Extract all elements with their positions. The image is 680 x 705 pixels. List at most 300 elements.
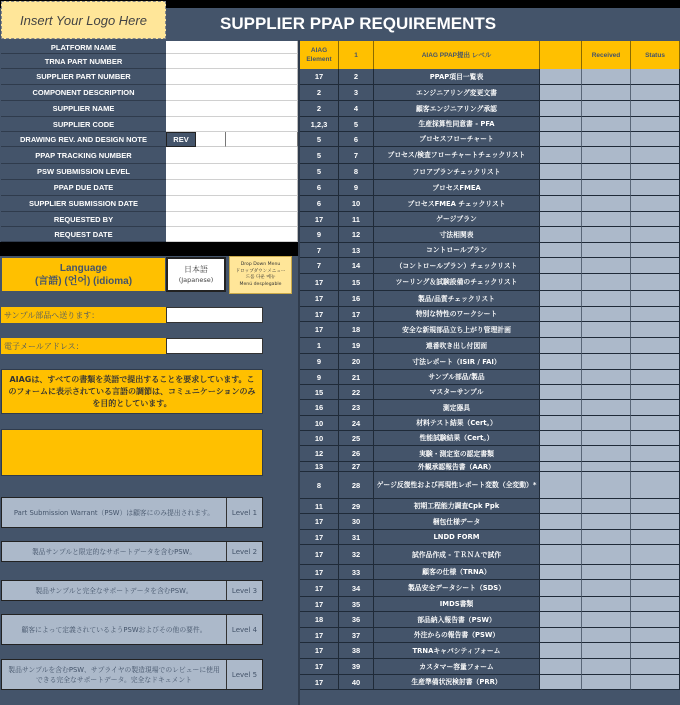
- form-input[interactable]: [166, 41, 298, 54]
- blank-input-cell[interactable]: [540, 354, 582, 370]
- rev-label: REV: [166, 132, 196, 147]
- status-input-cell[interactable]: [631, 69, 680, 85]
- item-number-cell: 29: [339, 499, 374, 514]
- status-input-cell[interactable]: [631, 307, 680, 322]
- table-row: [300, 659, 680, 675]
- blank-input-cell[interactable]: [540, 545, 582, 565]
- blank-input-cell[interactable]: [540, 446, 582, 462]
- received-input-cell[interactable]: [582, 274, 631, 291]
- aiag-element-cell: 9: [300, 354, 339, 370]
- received-input-cell[interactable]: [582, 675, 631, 690]
- blank-input-cell[interactable]: [540, 322, 582, 338]
- blank-input-cell[interactable]: [540, 580, 582, 597]
- status-input-cell[interactable]: [631, 462, 680, 472]
- psw-level-5: [1, 659, 263, 690]
- table-row: [300, 472, 680, 499]
- status-input-cell[interactable]: [631, 580, 680, 597]
- blank-input-cell[interactable]: [540, 675, 582, 690]
- status-input-cell[interactable]: [631, 227, 680, 243]
- psw-level-4: [1, 614, 263, 645]
- aiag-element-cell: 17: [300, 514, 339, 530]
- table-row: [300, 385, 680, 400]
- status-input-cell[interactable]: [631, 472, 680, 499]
- item-number-cell: 37: [339, 628, 374, 643]
- received-input-cell[interactable]: [582, 612, 631, 628]
- item-name-cell: （コントロールプラン）チェックリスト: [374, 258, 540, 274]
- table-row: [300, 101, 680, 117]
- received-input-cell[interactable]: [582, 416, 631, 431]
- blank-input-cell[interactable]: [540, 274, 582, 291]
- aiag-element-cell: 5: [300, 132, 339, 147]
- status-input-cell[interactable]: [631, 431, 680, 446]
- psw-level-3: [1, 580, 263, 601]
- language-label-line2: (言語) (언어) (idioma): [34, 275, 133, 287]
- psw-level-description: 製品サンプルと完全なサポートデータを含むPSW。: [2, 581, 227, 600]
- item-number-cell: 34: [339, 580, 374, 597]
- aiag-element-cell: 7: [300, 243, 339, 258]
- received-input-cell[interactable]: [582, 180, 631, 196]
- blank-input-cell[interactable]: [540, 212, 582, 227]
- blank-input-cell[interactable]: [540, 164, 582, 180]
- item-number-cell: 7: [339, 147, 374, 164]
- received-input-cell[interactable]: [582, 446, 631, 462]
- aiag-element-cell: 17: [300, 212, 339, 227]
- aiag-element-cell: 17: [300, 291, 339, 307]
- item-name-cell: ツーリング＆試験設備のチェックリスト: [374, 274, 540, 291]
- status-input-cell[interactable]: [631, 147, 680, 164]
- table-row: [300, 85, 680, 101]
- item-number-cell: 25: [339, 431, 374, 446]
- status-input-cell[interactable]: [631, 597, 680, 612]
- aiag-element-cell: 13: [300, 462, 339, 472]
- form-input[interactable]: [166, 54, 298, 69]
- dropdown-note-en: Drop Down Menu: [240, 262, 281, 267]
- blank-input-cell[interactable]: [540, 597, 582, 612]
- form-input[interactable]: [166, 117, 298, 132]
- status-input-cell[interactable]: [631, 117, 680, 132]
- status-input-cell[interactable]: [631, 291, 680, 307]
- item-name-cell: 外観承認報告書（AAR）: [374, 462, 540, 472]
- status-input-cell[interactable]: [631, 196, 680, 212]
- language-label-line1: Language: [59, 262, 108, 274]
- aiag-element-cell: 17: [300, 643, 339, 659]
- psw-level-label: Level 4: [231, 625, 258, 634]
- status-input-cell[interactable]: [631, 258, 680, 274]
- status-input-cell[interactable]: [631, 400, 680, 416]
- aiag-element-cell: 18: [300, 612, 339, 628]
- blank-input-cell[interactable]: [540, 612, 582, 628]
- blank-input-cell[interactable]: [540, 370, 582, 385]
- form-input[interactable]: [166, 101, 298, 117]
- item-name-cell: PPAP項目一覧表: [374, 69, 540, 85]
- table-row: [300, 400, 680, 416]
- blank-input-cell[interactable]: [540, 385, 582, 400]
- received-input-cell[interactable]: [582, 472, 631, 499]
- item-name-cell: 生産採算性同意書 - PFA: [374, 117, 540, 132]
- aiag-element-cell: 6: [300, 180, 339, 196]
- table-row: [300, 643, 680, 659]
- form-label: SUPPLIER CODE: [1, 117, 166, 132]
- aiag-element-cell: 10: [300, 416, 339, 431]
- header-blank: [540, 41, 582, 69]
- table-row: [300, 212, 680, 227]
- item-name-cell: LNDD FORM: [374, 530, 540, 545]
- section-divider: [0, 242, 298, 256]
- dropdown-note-ja: ドロップダウンメニュー: [235, 268, 286, 274]
- item-number-cell: 22: [339, 385, 374, 400]
- form-label: PLATFORM NAME: [1, 41, 166, 54]
- sample-ship-input[interactable]: [166, 307, 263, 323]
- aiag-element-cell: 17: [300, 530, 339, 545]
- received-input-cell[interactable]: [582, 307, 631, 322]
- item-name-cell: プロセス/検査フローチャートチェックリスト: [374, 147, 540, 164]
- psw-level-label: Level 1: [231, 508, 258, 517]
- email-input[interactable]: [166, 338, 263, 354]
- status-input-cell[interactable]: [631, 322, 680, 338]
- item-name-cell: エンジニアリング変更文書: [374, 85, 540, 101]
- item-name-cell: カスタマー容量フォーム: [374, 659, 540, 675]
- aiag-element-cell: 6: [300, 196, 339, 212]
- table-row: [300, 338, 680, 354]
- psw-level-1: [1, 497, 263, 528]
- table-row: [300, 274, 680, 291]
- status-input-cell[interactable]: [631, 274, 680, 291]
- item-number-cell: 39: [339, 659, 374, 675]
- blank-input-cell[interactable]: [540, 117, 582, 132]
- item-name-cell: プロセスフローチャート: [374, 132, 540, 147]
- received-input-cell[interactable]: [582, 565, 631, 580]
- status-input-cell[interactable]: [631, 446, 680, 462]
- status-input-cell[interactable]: [631, 416, 680, 431]
- aiag-element-cell: 1: [300, 338, 339, 354]
- aiag-element-cell: 7: [300, 258, 339, 274]
- received-input-cell[interactable]: [582, 597, 631, 612]
- aiag-element-cell: 17: [300, 69, 339, 85]
- table-row: [300, 243, 680, 258]
- status-input-cell[interactable]: [631, 243, 680, 258]
- status-input-cell[interactable]: [631, 212, 680, 227]
- header-received: Received: [582, 41, 631, 69]
- header-level: 1: [339, 41, 374, 69]
- item-name-cell: サンプル部品/製品: [374, 370, 540, 385]
- table-row: [300, 612, 680, 628]
- form-label: TRNA PART NUMBER: [1, 54, 166, 69]
- item-number-cell: 9: [339, 180, 374, 196]
- email-label: 電子メールアドレス：: [1, 338, 166, 354]
- aiag-element-cell: 12: [300, 446, 339, 462]
- item-number-cell: 16: [339, 291, 374, 307]
- language-label: [1, 257, 166, 292]
- blank-input-cell[interactable]: [540, 196, 582, 212]
- received-input-cell[interactable]: [582, 69, 631, 85]
- received-input-cell[interactable]: [582, 530, 631, 545]
- blank-input-cell[interactable]: [540, 85, 582, 101]
- item-name-cell: 梱包仕様データ: [374, 514, 540, 530]
- item-name-cell: 寸法相関表: [374, 227, 540, 243]
- form-input[interactable]: [166, 196, 298, 212]
- status-input-cell[interactable]: [631, 514, 680, 530]
- table-row: [300, 180, 680, 196]
- item-name-cell: 製品/品質チェックリスト: [374, 291, 540, 307]
- rev-input[interactable]: [196, 132, 226, 147]
- table-row: [300, 307, 680, 322]
- psw-level-label: Level 5: [231, 670, 258, 679]
- received-input-cell[interactable]: [582, 545, 631, 565]
- aiag-element-cell: 17: [300, 545, 339, 565]
- aiag-element-cell: 17: [300, 675, 339, 690]
- item-name-cell: 部品納入報告書（PSW）: [374, 612, 540, 628]
- form-input[interactable]: [166, 85, 298, 101]
- received-input-cell[interactable]: [582, 227, 631, 243]
- status-input-cell[interactable]: [631, 85, 680, 101]
- aiag-element-cell: 16: [300, 400, 339, 416]
- blank-input-cell[interactable]: [540, 400, 582, 416]
- table-row: [300, 370, 680, 385]
- received-input-cell[interactable]: [582, 258, 631, 274]
- form-input[interactable]: [166, 164, 298, 180]
- item-name-cell: 顧客の仕様（TRNA）: [374, 565, 540, 580]
- item-name-cell: 外注からの報告書（PSW）: [374, 628, 540, 643]
- table-row: [300, 117, 680, 132]
- item-number-cell: 2: [339, 69, 374, 85]
- received-input-cell[interactable]: [582, 147, 631, 164]
- item-name-cell: TRNAキャパシティフォーム: [374, 643, 540, 659]
- psw-level-label: Level 3: [231, 586, 258, 595]
- dropdown-note-ko: 드롭 다운 메뉴: [245, 275, 276, 280]
- item-name-cell: 実験・測定室の認定書類: [374, 446, 540, 462]
- item-name-cell: 生産準備状況検討書（PRR）: [374, 675, 540, 690]
- received-input-cell[interactable]: [582, 431, 631, 446]
- logo-placeholder[interactable]: Insert Your Logo Here: [1, 1, 166, 39]
- language-select[interactable]: [166, 257, 226, 292]
- status-input-cell[interactable]: [631, 180, 680, 196]
- design-note-input[interactable]: [226, 132, 298, 147]
- aiag-element-cell: 1,2,3: [300, 117, 339, 132]
- received-input-cell[interactable]: [582, 164, 631, 180]
- dropdown-note-es: Menú desplegable: [239, 281, 282, 287]
- psw-level-description: 製品サンプルと限定的なサポートデータを含むPSW。: [2, 542, 227, 561]
- aiag-element-cell: 9: [300, 370, 339, 385]
- item-number-cell: 20: [339, 354, 374, 370]
- blank-input-cell[interactable]: [540, 258, 582, 274]
- blank-input-cell[interactable]: [540, 69, 582, 85]
- form-label: REQUESTED BY: [1, 212, 166, 227]
- language-selected-sub: (Japanese): [178, 275, 214, 284]
- blank-input-cell[interactable]: [540, 227, 582, 243]
- aiag-element-cell: 17: [300, 307, 339, 322]
- item-number-cell: 3: [339, 85, 374, 101]
- aiag-element-cell: 5: [300, 147, 339, 164]
- status-input-cell[interactable]: [631, 370, 680, 385]
- status-input-cell[interactable]: [631, 338, 680, 354]
- blank-input-cell[interactable]: [540, 243, 582, 258]
- received-input-cell[interactable]: [582, 462, 631, 472]
- item-name-cell: 顧客エンジニアリング承認: [374, 101, 540, 117]
- status-input-cell[interactable]: [631, 354, 680, 370]
- item-number-cell: 14: [339, 258, 374, 274]
- aiag-element-cell: 2: [300, 85, 339, 101]
- psw-level-label: Level 2: [231, 547, 258, 556]
- received-input-cell[interactable]: [582, 101, 631, 117]
- blank-input-cell[interactable]: [540, 291, 582, 307]
- table-row: [300, 147, 680, 164]
- received-input-cell[interactable]: [582, 354, 631, 370]
- table-row: [300, 416, 680, 431]
- table-row: [300, 164, 680, 180]
- item-number-cell: 18: [339, 322, 374, 338]
- item-name-cell: 寸法レポート（ISIR / FAI）: [374, 354, 540, 370]
- received-input-cell[interactable]: [582, 659, 631, 675]
- status-input-cell[interactable]: [631, 132, 680, 147]
- item-number-cell: 36: [339, 612, 374, 628]
- psw-level-description: Part Submission Warrant（PSW）は顧客にのみ提出されます。: [2, 498, 227, 527]
- table-row: [300, 69, 680, 85]
- blank-input-cell[interactable]: [540, 628, 582, 643]
- received-input-cell[interactable]: [582, 132, 631, 147]
- aiag-element-cell: 17: [300, 322, 339, 338]
- aiag-element-cell: 5: [300, 164, 339, 180]
- received-input-cell[interactable]: [582, 643, 631, 659]
- received-input-cell[interactable]: [582, 370, 631, 385]
- item-number-cell: 23: [339, 400, 374, 416]
- blank-input-cell[interactable]: [540, 514, 582, 530]
- item-number-cell: 19: [339, 338, 374, 354]
- table-row: [300, 675, 680, 690]
- form-label: DRAWING REV. AND DESIGN NOTE: [1, 132, 166, 147]
- blank-input-cell[interactable]: [540, 472, 582, 499]
- form-input[interactable]: [166, 212, 298, 227]
- blank-input-cell[interactable]: [540, 462, 582, 472]
- form-input[interactable]: [166, 147, 298, 164]
- blank-input-cell[interactable]: [540, 180, 582, 196]
- received-input-cell[interactable]: [582, 385, 631, 400]
- item-number-cell: 38: [339, 643, 374, 659]
- item-name-cell: 材料テスト結果（Cert。）: [374, 416, 540, 431]
- received-input-cell[interactable]: [582, 196, 631, 212]
- notice-box-empty: [1, 429, 263, 476]
- table-row: [300, 545, 680, 565]
- received-input-cell[interactable]: [582, 243, 631, 258]
- aiag-element-cell: 17: [300, 580, 339, 597]
- item-number-cell: 27: [339, 462, 374, 472]
- received-input-cell[interactable]: [582, 499, 631, 514]
- item-number-cell: 8: [339, 164, 374, 180]
- status-input-cell[interactable]: [631, 499, 680, 514]
- received-input-cell[interactable]: [582, 117, 631, 132]
- form-label: SUPPLIER NAME: [1, 101, 166, 117]
- blank-input-cell[interactable]: [540, 101, 582, 117]
- blank-input-cell[interactable]: [540, 338, 582, 354]
- aiag-element-cell: 9: [300, 227, 339, 243]
- item-name-cell: フロアプランチェックリスト: [374, 164, 540, 180]
- received-input-cell[interactable]: [582, 322, 631, 338]
- item-number-cell: 40: [339, 675, 374, 690]
- status-input-cell[interactable]: [631, 545, 680, 565]
- received-input-cell[interactable]: [582, 514, 631, 530]
- item-name-cell: 特別な特性のワークシート: [374, 307, 540, 322]
- blank-input-cell[interactable]: [540, 307, 582, 322]
- item-name-cell: 測定器具: [374, 400, 540, 416]
- table-row: [300, 322, 680, 338]
- form-label: REQUEST DATE: [1, 227, 166, 242]
- status-input-cell[interactable]: [631, 612, 680, 628]
- table-row: [300, 628, 680, 643]
- status-input-cell[interactable]: [631, 385, 680, 400]
- dropdown-note: [229, 256, 292, 294]
- item-number-cell: 12: [339, 227, 374, 243]
- table-row: [300, 354, 680, 370]
- status-input-cell[interactable]: [631, 659, 680, 675]
- received-input-cell[interactable]: [582, 85, 631, 101]
- form-label: PPAP DUE DATE: [1, 180, 166, 196]
- item-name-cell: 性能試験結果（Cert。）: [374, 431, 540, 446]
- received-input-cell[interactable]: [582, 212, 631, 227]
- blank-input-cell[interactable]: [540, 147, 582, 164]
- status-input-cell[interactable]: [631, 565, 680, 580]
- item-name-cell: 連番吹き出し付図面: [374, 338, 540, 354]
- form-input[interactable]: [166, 180, 298, 196]
- table-row: [300, 530, 680, 545]
- form-label: SUPPLIER SUBMISSION DATE: [1, 196, 166, 212]
- table-row: [300, 258, 680, 274]
- table-row: [300, 565, 680, 580]
- header-aiag-element: AIAG Element: [300, 41, 339, 69]
- aiag-element-cell: 17: [300, 597, 339, 612]
- received-input-cell[interactable]: [582, 580, 631, 597]
- table-row: [300, 597, 680, 612]
- status-input-cell[interactable]: [631, 643, 680, 659]
- blank-input-cell[interactable]: [540, 659, 582, 675]
- status-input-cell[interactable]: [631, 628, 680, 643]
- item-number-cell: 10: [339, 196, 374, 212]
- form-input[interactable]: [166, 227, 298, 242]
- form-input[interactable]: [166, 69, 298, 85]
- item-number-cell: 13: [339, 243, 374, 258]
- received-input-cell[interactable]: [582, 291, 631, 307]
- aiag-element-cell: 8: [300, 472, 339, 499]
- blank-input-cell[interactable]: [540, 565, 582, 580]
- item-number-cell: 17: [339, 307, 374, 322]
- status-input-cell[interactable]: [631, 164, 680, 180]
- psw-level-description: 製品サンプルを含むPSW、サプライヤの製造現場でのレビューに使用できる完全なサポートデータ。完全なドキュメント: [2, 660, 227, 689]
- blank-input-cell[interactable]: [540, 643, 582, 659]
- item-number-cell: 33: [339, 565, 374, 580]
- status-input-cell[interactable]: [631, 101, 680, 117]
- status-input-cell[interactable]: [631, 675, 680, 690]
- item-number-cell: 28: [339, 472, 374, 499]
- language-selected: 日本語: [184, 264, 208, 274]
- item-name-cell: プロセスFMEA: [374, 180, 540, 196]
- status-input-cell[interactable]: [631, 530, 680, 545]
- blank-input-cell[interactable]: [540, 416, 582, 431]
- blank-input-cell[interactable]: [540, 431, 582, 446]
- table-row: [300, 499, 680, 514]
- received-input-cell[interactable]: [582, 400, 631, 416]
- received-input-cell[interactable]: [582, 628, 631, 643]
- aiag-element-cell: 10: [300, 431, 339, 446]
- blank-input-cell[interactable]: [540, 132, 582, 147]
- table-row: [300, 446, 680, 462]
- sample-ship-label: サンプル部品へ送ります：: [1, 307, 166, 323]
- item-name-cell: ゲージ反復性および再現性レポート変数（全変動）*: [374, 472, 540, 499]
- item-name-cell: プロセスFMEA チェックリスト: [374, 196, 540, 212]
- received-input-cell[interactable]: [582, 338, 631, 354]
- blank-input-cell[interactable]: [540, 499, 582, 514]
- item-name-cell: 試作品作成 - ＴＲＮＡで試作: [374, 545, 540, 565]
- blank-input-cell[interactable]: [540, 530, 582, 545]
- item-number-cell: 5: [339, 117, 374, 132]
- aiag-element-cell: 17: [300, 659, 339, 675]
